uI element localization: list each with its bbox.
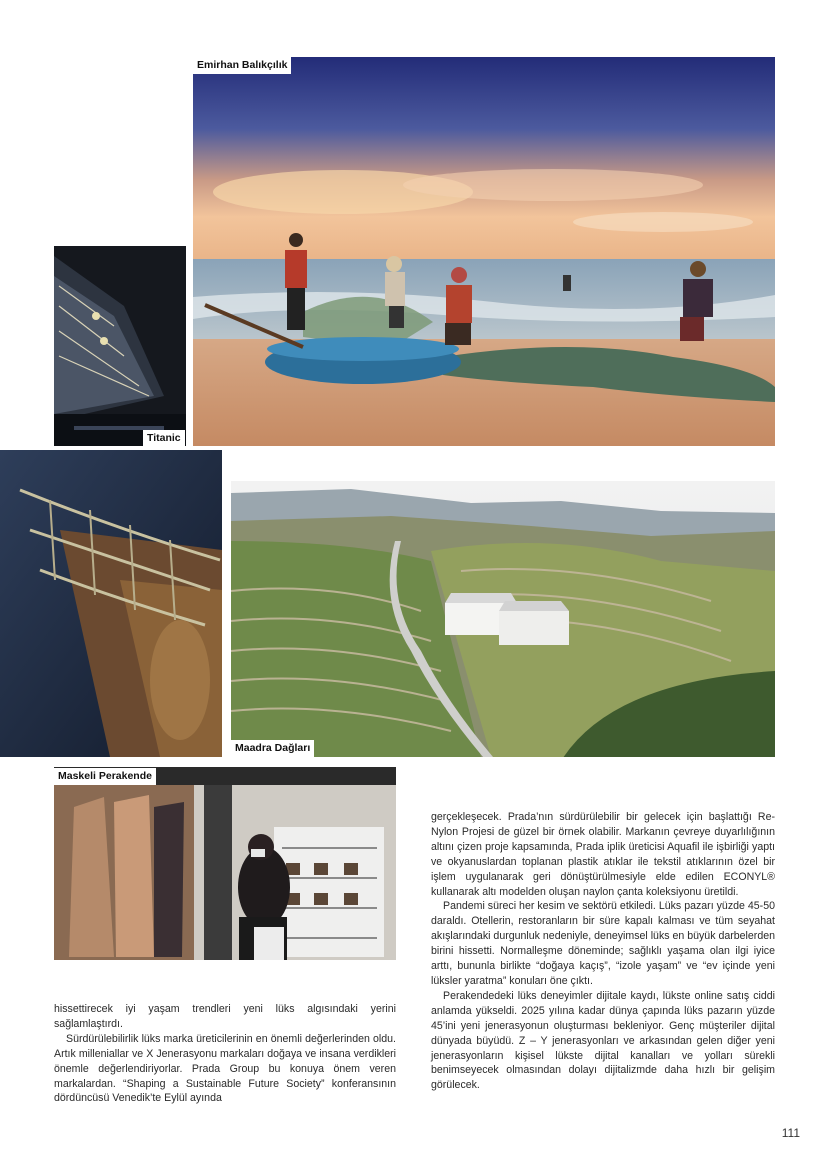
store-caption: Maskeli Perakende (54, 768, 156, 785)
left-text-column (54, 1002, 396, 1106)
mountains-caption: Maadra Dağları (231, 740, 314, 757)
store-photo (54, 767, 396, 960)
titanic-ship-photo (54, 246, 186, 446)
left-paragraph-1: hissettirecek iyi yaşam trendleri yeni lüks algısındaki yerini sağlamlaştırdı. (54, 1003, 396, 1030)
page-number: 111 (781, 1126, 800, 1140)
titanic-caption: Titanic (143, 430, 185, 447)
right-paragraph-3: Perakendedeki lüks deneyimler dijitale kaydı, lükste online satış ciddi anlamda yükseldi. 2025 yılına kadar dünya çapında lüks pazarın yüzde 45’ini yeni jenerasyonun oluşturması bekleniyor. Genç müşteriler dijital dünyada büyüdü. Z – Y jenerasyonları ve arkasından gelen diğer yeni jenerasyonların kişisel lükste dijital kanalları ve yolları sürekli benimseyecek olmasından dolayı dijitalizmde daha hızlı bir gelişim görülecek. (431, 989, 775, 1092)
fishing-caption: Emirhan Balıkçılık (193, 57, 291, 74)
titanic-wreck-photo (0, 450, 222, 757)
left-paragraph-2: Sürdürülebilirlik lüks marka üreticilerinin en önemli değerlerinden oldu. Artık milleniallar ve X Jenerasyonu markaları doğaya ve insana verdikleri önemle değerlendiriyorlar. Prada Group bu konuya önem veren markalardan. “Shaping a Sustainable Future Society” konferansının dördüncüsü Venedik’te Eylül ayında (54, 1032, 396, 1105)
mountains-photo (231, 481, 775, 757)
right-paragraph-1: gerçekleşecek. Prada’nın sürdürülebilir bir gelecek için başlattığı Re-Nylon Projesi de güzel bir örnek olabilir. Markanın çevreye duyarlılığının altını çizen proje kapsamında, Prada iplik üreticisi Aquafil ile işbirliği yaptı ve okyanuslardan toplanan plastik atıklar ile tekstil atıklarının özel bir işlem uygulanarak geri dönüştürülmesiyle elde edilen ECONYL® kullanarak altı modelden oluşan naylon çanta koleksiyonu üretildi. (431, 811, 775, 898)
right-text-column (431, 810, 775, 1093)
fishing-photo (193, 57, 775, 446)
right-paragraph-2: Pandemi süreci her kesim ve sektörü etkiledi. Lüks pazarı yüzde 45-50 daraldı. Otellerin, restoranların bir süre kapalı kalması ve tüm seyahat akışlarındaki durgunluk nedeniyle, deneyimsel lüks en büyük darbelerden birini hissetti. Normalleşme döneminde; sağlıklı yaşama olan ilgi iyice arttı, bununla birlikte “doğaya kaçış”, “izole yaşam” ve “ev içinde yeni lüksler yaratma” konuları öne çıktı. (431, 900, 775, 987)
